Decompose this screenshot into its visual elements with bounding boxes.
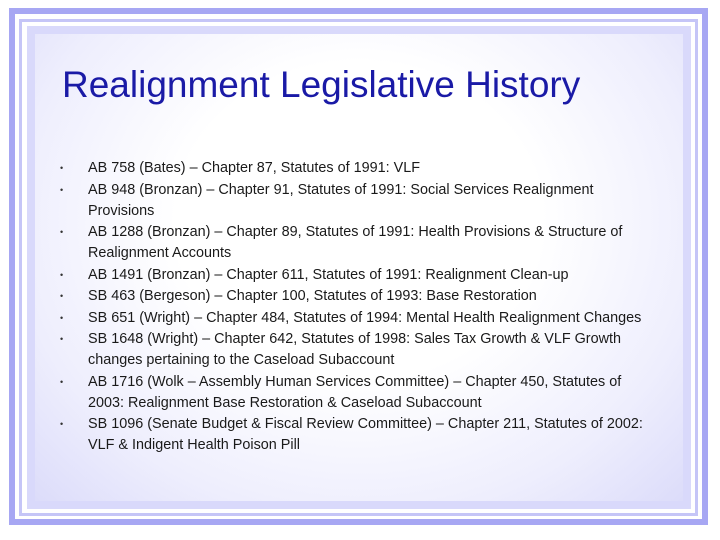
list-item <box>60 265 660 286</box>
bullet-icon: • <box>60 269 64 280</box>
bullet-icon: • <box>60 334 64 344</box>
list-item <box>60 180 660 222</box>
list-item-text: AB 1288 (Bronzan) – Chapter 89, Statutes of 1991: Health Provisions & Structure of Realignment Accounts <box>88 224 623 261</box>
list-item <box>60 329 660 371</box>
list-item-text: SB 1648 (Wright) – Chapter 642, Statutes of 1998: Sales Tax Growth & VLF Growth changes pertaining to the Caseload Subaccount <box>88 331 621 368</box>
bullet-icon: • <box>60 312 64 323</box>
list-item-text: SB 463 (Bergeson) – Chapter 100, Statutes of 1993: Base Restoration <box>88 288 537 304</box>
list-item <box>60 286 660 307</box>
list-item-text: SB 651 (Wright) – Chapter 484, Statutes of 1994: Mental Health Realignment Changes <box>88 309 642 326</box>
list-item <box>60 308 660 329</box>
bullet-icon: • <box>60 227 64 237</box>
bullet-icon: • <box>60 291 64 301</box>
list-item <box>60 158 660 179</box>
list-item-text: AB 1491 (Bronzan) – Chapter 611, Statutes of 1991: Realignment Clean-up <box>88 266 569 283</box>
bullet-list <box>60 158 660 457</box>
list-item <box>60 372 660 414</box>
list-item-text: SB 1096 (Senate Budget & Fiscal Review Committee) – Chapter 211, Statutes of 2002: VLF & Indigent Health Poison Pill <box>88 416 643 453</box>
list-item-text: AB 948 (Bronzan) – Chapter 91, Statutes of 1991: Social Services Realignment Provisions <box>88 181 594 219</box>
bullet-icon: • <box>60 184 64 195</box>
slide-title: Realignment Legislative History <box>62 64 581 105</box>
bullet-icon: • <box>60 376 64 387</box>
list-item-text: AB 1716 (Wolk – Assembly Human Services Committee) – Chapter 450, Statutes of 2003: Realignment Base Restoration & Caseload Subaccount <box>88 373 622 411</box>
list-item-text: AB 758 (Bates) – Chapter 87, Statutes of 1991: VLF <box>88 160 420 176</box>
bullet-icon: • <box>60 419 64 429</box>
bullet-icon: • <box>60 163 64 173</box>
list-item <box>60 414 660 456</box>
list-item <box>60 222 660 264</box>
